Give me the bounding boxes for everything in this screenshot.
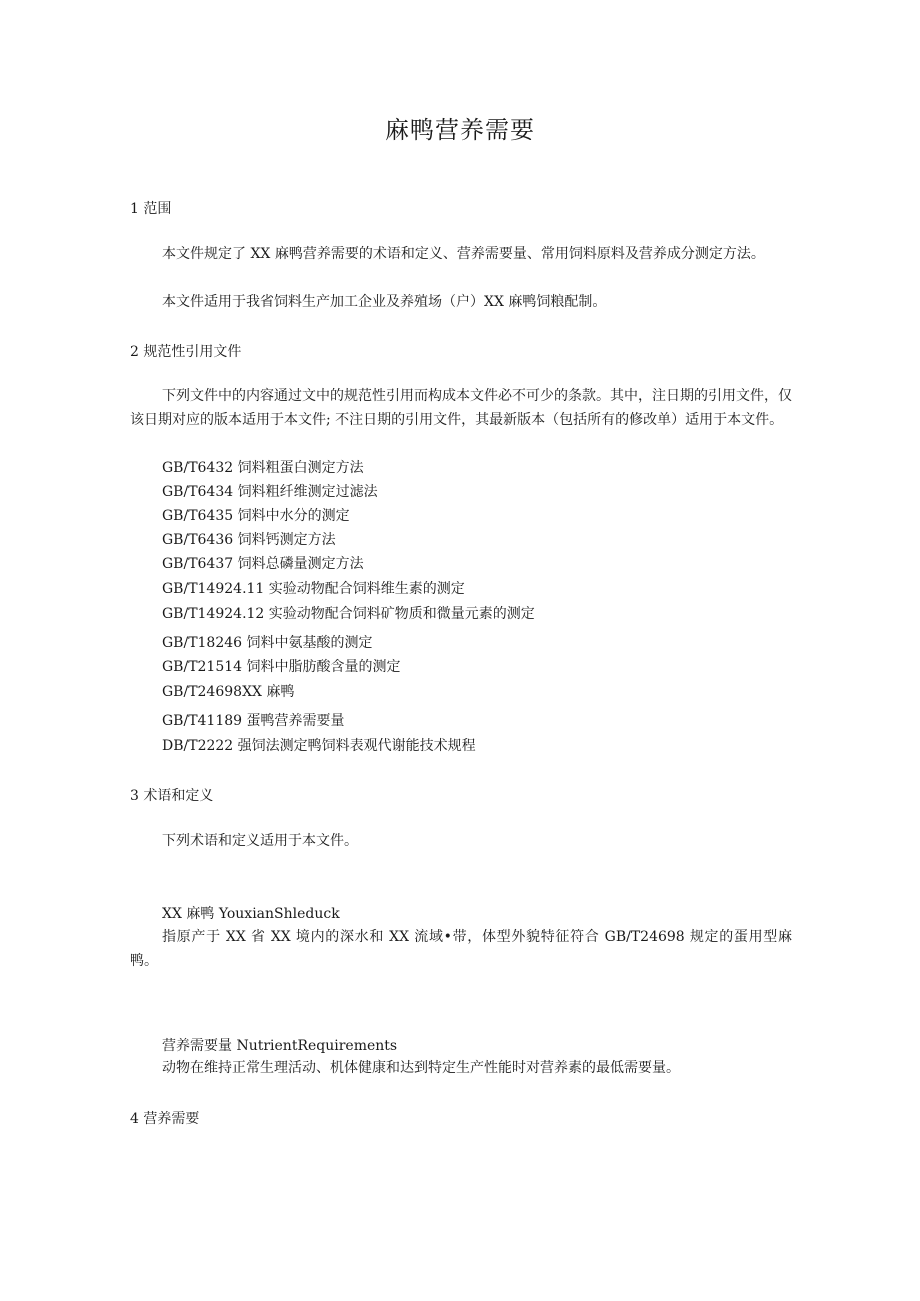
reference-item: GB/T21514 饲料中脂肪酸含量的测定	[162, 659, 401, 675]
scope-paragraph-2: 本文件适用于我省饲料生产加工企业及养殖场（户）XX 麻鸭饲粮配制。	[162, 294, 607, 310]
reference-item: GB/T6436 饲料钙测定方法	[162, 532, 336, 548]
section-heading-nutrient-needs: 4 营养需要	[130, 1111, 200, 1127]
term-definition-nutrient-requirements: 动物在维持正常生理活动、机体健康和达到特定生产性能时对营养素的最低需要量。	[162, 1060, 680, 1076]
reference-item: GB/T41189 蛋鸭营养需要量	[162, 713, 345, 729]
reference-item: GB/T6434 饲料粗纤维测定过滤法	[162, 484, 378, 500]
reference-item: DB/T2222 强饲法测定鸭饲料表观代谢能技术规程	[162, 738, 476, 754]
reference-item: GB/T18246 饲料中氨基酸的测定	[162, 635, 373, 651]
reference-item: GB/T6435 饲料中水分的测定	[162, 508, 350, 524]
document-title: 麻鸭营养需要	[385, 116, 535, 144]
section-heading-references: 2 规范性引用文件	[130, 344, 242, 360]
reference-item: GB/T6437 饲料总磷量测定方法	[162, 556, 364, 572]
reference-item: GB/T6432 饲料粗蛋白测定方法	[162, 460, 364, 476]
term-definition-xx-duck: 指原产于 XX 省 XX 境内的深水和 XX 流域•带，体型外貌特征符合 GB/T24698 规定的蛋用型麻鸭。	[130, 929, 792, 969]
term-name-xx-duck: XX 麻鸭 YouxianShleduck	[162, 906, 340, 922]
reference-item: GB/T24698XX 麻鸭	[162, 684, 295, 700]
reference-item: GB/T14924.11 实验动物配合饲料维生素的测定	[162, 581, 465, 597]
terms-intro: 下列术语和定义适用于本文件。	[162, 833, 358, 849]
references-intro: 下列文件中的内容通过文中的规范性引用而构成本文件必不可少的条款。其中，注日期的引用文件，仅该日期对应的版本适用于本文件; 不注日期的引用文件，其最新版本（包括所有的修改单）适用于本文件。	[130, 388, 792, 428]
section-heading-scope: 1 范围	[130, 201, 172, 217]
reference-item: GB/T14924.12 实验动物配合饲料矿物质和微量元素的测定	[162, 606, 535, 622]
term-name-nutrient-requirements: 营养需要量 NutrientRequirements	[162, 1038, 398, 1054]
section-heading-terms: 3 术语和定义	[130, 788, 214, 804]
scope-paragraph-1: 本文件规定了 XX 麻鸭营养需要的术语和定义、营养需要量、常用饲料原料及营养成分测定方法。	[162, 246, 765, 262]
